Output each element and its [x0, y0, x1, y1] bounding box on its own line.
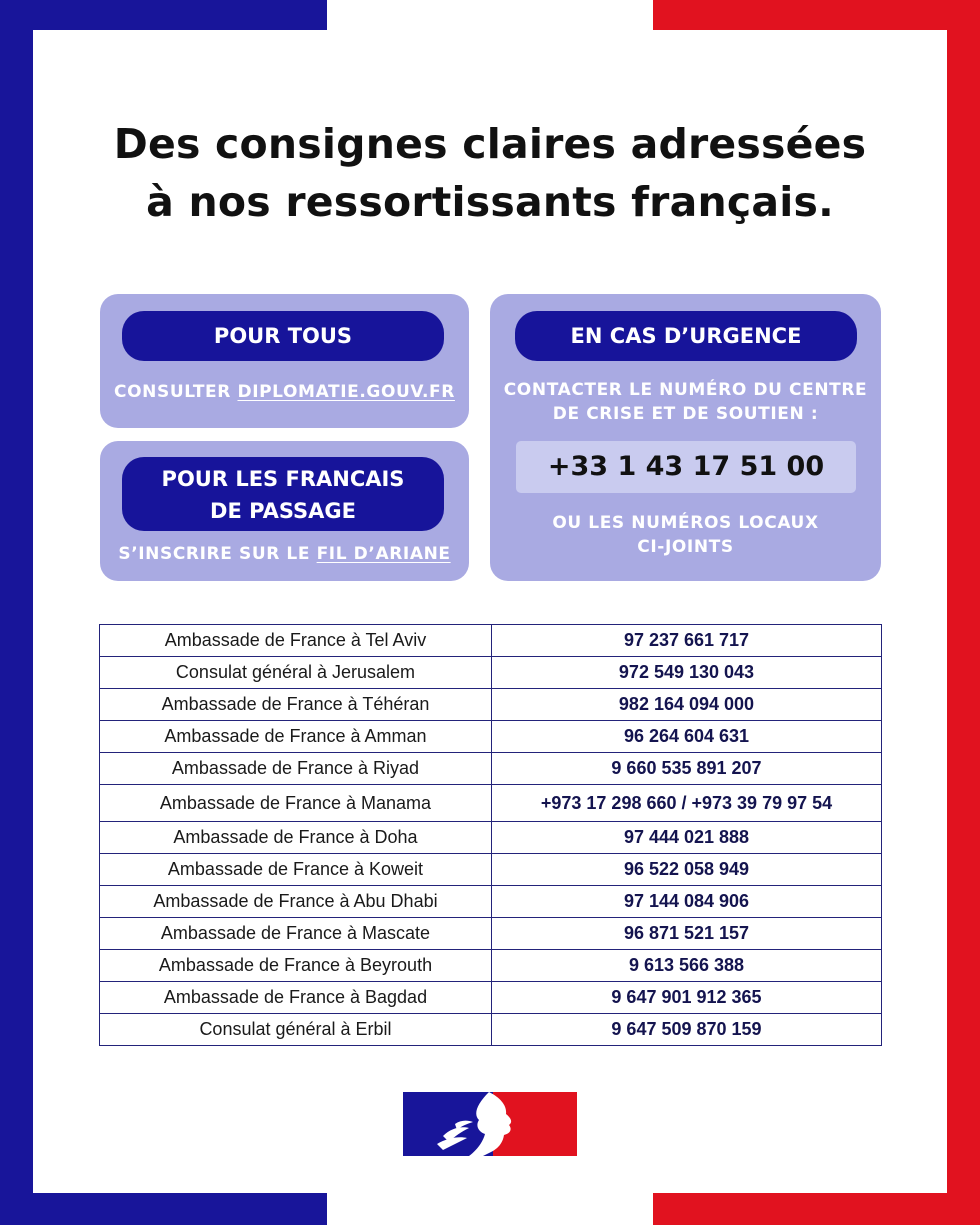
card-passage-title-line-2: DE PASSAGE	[210, 499, 356, 523]
page-title	[60, 115, 920, 231]
contact-number[interactable]: 972 549 130 043	[492, 657, 882, 689]
contact-name: Ambassade de France à Amman	[100, 721, 492, 753]
frame-red-top	[653, 0, 980, 30]
fil-ariane-link[interactable]: FIL D’ARIANE	[316, 544, 451, 564]
contact-name: Ambassade de France à Abu Dhabi	[100, 886, 492, 918]
contact-name: Ambassade de France à Tel Aviv	[100, 625, 492, 657]
table-row	[100, 753, 882, 785]
contact-name: Ambassade de France à Bagdad	[100, 982, 492, 1014]
page-title-line-1: Des consignes claires adressées	[113, 120, 867, 168]
table-row	[100, 950, 882, 982]
contact-number[interactable]: 9 647 901 912 365	[492, 982, 882, 1014]
table-row	[100, 1014, 882, 1046]
table-row	[100, 854, 882, 886]
card-urgence-text-line-2: DE CRISE ET DE SOUTIEN :	[552, 404, 819, 424]
table-row	[100, 785, 882, 822]
contacts-table	[99, 624, 882, 1046]
table-row	[100, 822, 882, 854]
inscrire-label: S’INSCRIRE SUR LE	[118, 544, 317, 564]
contact-name: Ambassade de France à Mascate	[100, 918, 492, 950]
frame-red-right	[947, 0, 980, 1225]
card-pour-tous	[100, 294, 469, 428]
card-urgence-text-line-1: CONTACTER LE NUMÉRO DU CENTRE	[503, 380, 868, 400]
crisis-phone-number[interactable]: +33 1 43 17 51 00	[516, 441, 856, 493]
card-passage-title-line-1: POUR LES FRANCAIS	[161, 467, 405, 491]
card-urgence-title: EN CAS D’URGENCE	[515, 311, 857, 361]
contact-number[interactable]: 97 237 661 717	[492, 625, 882, 657]
consult-label: CONSULTER	[114, 382, 238, 402]
contact-name: Ambassade de France à Riyad	[100, 753, 492, 785]
frame-blue-left	[0, 0, 33, 1225]
table-row	[100, 625, 882, 657]
contact-number[interactable]: 9 613 566 388	[492, 950, 882, 982]
card-urgence-locaux-line-2: CI-JOINTS	[637, 537, 734, 557]
card-pour-tous-title: POUR TOUS	[122, 311, 444, 361]
card-francais-de-passage	[100, 441, 469, 581]
contact-number[interactable]: 96 522 058 949	[492, 854, 882, 886]
contact-number[interactable]: 97 444 021 888	[492, 822, 882, 854]
frame-red-bottom	[653, 1193, 980, 1225]
frame-blue-top	[0, 0, 327, 30]
contact-name: Consulat général à Erbil	[100, 1014, 492, 1046]
card-urgence-locaux	[490, 511, 881, 559]
contact-number[interactable]: 97 144 084 906	[492, 886, 882, 918]
contact-number[interactable]: +973 17 298 660 / +973 39 79 97 54	[492, 785, 882, 822]
contact-number[interactable]: 96 871 521 157	[492, 918, 882, 950]
contact-name: Ambassade de France à Manama	[100, 785, 492, 822]
contact-name: Ambassade de France à Beyrouth	[100, 950, 492, 982]
contact-number[interactable]: 982 164 094 000	[492, 689, 882, 721]
card-pour-tous-text	[100, 380, 469, 404]
table-row	[100, 982, 882, 1014]
diplomatie-link[interactable]: DIPLOMATIE.GOUV.FR	[237, 382, 455, 402]
card-urgence-text	[490, 378, 881, 426]
card-urgence	[490, 294, 881, 581]
contact-name: Ambassade de France à Koweit	[100, 854, 492, 886]
contact-number[interactable]: 96 264 604 631	[492, 721, 882, 753]
contact-number[interactable]: 9 647 509 870 159	[492, 1014, 882, 1046]
card-urgence-locaux-line-1: OU LES NUMÉROS LOCAUX	[552, 513, 819, 533]
contact-name: Consulat général à Jerusalem	[100, 657, 492, 689]
table-row	[100, 689, 882, 721]
table-row	[100, 918, 882, 950]
table-row	[100, 721, 882, 753]
marianne-logo-icon	[403, 1092, 577, 1156]
table-row	[100, 886, 882, 918]
table-row	[100, 657, 882, 689]
card-passage-title	[122, 457, 444, 531]
card-passage-text	[100, 542, 469, 566]
page-title-line-2: à nos ressortissants français.	[146, 178, 834, 226]
contact-number[interactable]: 9 660 535 891 207	[492, 753, 882, 785]
frame-blue-bottom	[0, 1193, 327, 1225]
contact-name: Ambassade de France à Doha	[100, 822, 492, 854]
contact-name: Ambassade de France à Téhéran	[100, 689, 492, 721]
